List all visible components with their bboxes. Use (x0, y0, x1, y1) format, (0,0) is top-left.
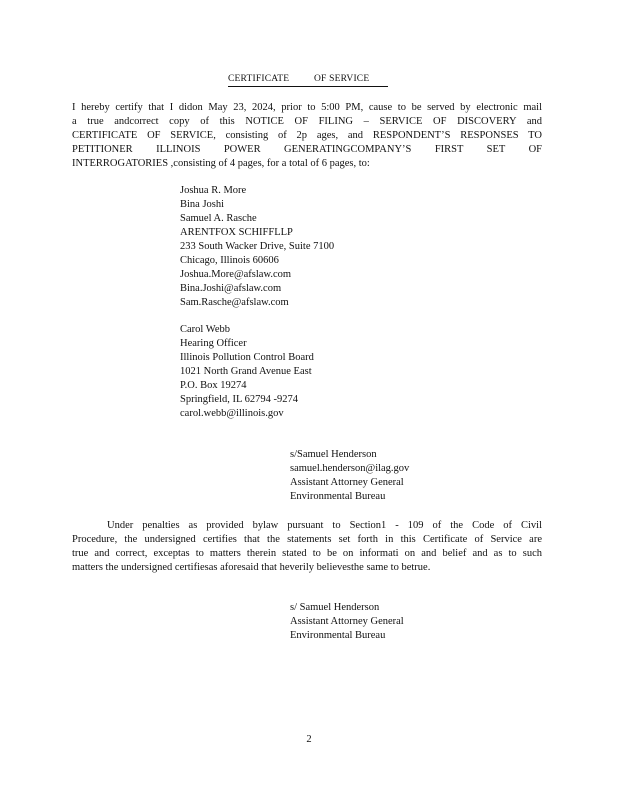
verification-paragraph (72, 519, 542, 575)
paragraph-line: INTERROGATORIES ,consisting of 4 pages, for a total of 6 pages, to: (72, 158, 370, 169)
recipient-line: Illinois Pollution Control Board (180, 352, 314, 363)
recipient-line: P.O. Box 19274 (180, 380, 247, 391)
document-title (228, 74, 388, 87)
title-word-certificate: CERTIFICATE (228, 74, 290, 84)
signature-title: Assistant Attorney General (290, 477, 404, 488)
recipient-email: Joshua.More@afslaw.com (180, 269, 292, 280)
signature-block-1 (290, 448, 409, 504)
paragraph-line: Under penalties as provided bylaw pursuant to Section1 - 109 of the Code of Civil (107, 520, 542, 531)
title-word-of-service: OF SERVICE (314, 74, 370, 84)
recipient-line: 1021 North Grand Avenue East (180, 366, 312, 377)
paragraph-line: I hereby certify that I didon May 23, 2024, prior to 5:00 PM, cause to be served by electronic mail (72, 102, 542, 113)
paragraph-line: CERTIFICATE OF SERVICE, consisting of 2p ages, and RESPONDENT’S RESPONSES TO (72, 130, 542, 141)
page-number: 2 (306, 734, 312, 745)
recipient-line: Springfield, IL 62794 -9274 (180, 394, 299, 405)
recipient-line: Hearing Officer (180, 338, 247, 349)
signature-name: s/Samuel Henderson (290, 449, 377, 460)
certification-paragraph (72, 101, 542, 171)
recipient-line: Carol Webb (180, 324, 230, 335)
paragraph-line: true and correct, exceptas to matters therein stated to be on informati on and belief and as to such (72, 548, 542, 559)
signature-email: samuel.henderson@ilag.gov (290, 463, 410, 474)
recipient-line: Bina Joshi (180, 199, 225, 210)
recipient-block-arentfox (180, 184, 334, 310)
recipient-line: ARENTFOX SCHIFFLLP (180, 227, 293, 238)
signature-bureau: Environmental Bureau (290, 630, 386, 641)
signature-title: Assistant Attorney General (290, 616, 404, 627)
recipient-line: Chicago, Illinois 60606 (180, 255, 279, 266)
signature-bureau: Environmental Bureau (290, 491, 386, 502)
signature-name: s/ Samuel Henderson (290, 602, 380, 613)
recipient-line: Samuel A. Rasche (180, 213, 257, 224)
paragraph-line: PETITIONER ILLINOIS POWER GENERATINGCOMPANY’S FIRST SET OF (72, 144, 542, 155)
recipient-email: Bina.Joshi@afslaw.com (180, 283, 282, 294)
recipient-email: carol.webb@illinois.gov (180, 408, 284, 419)
paragraph-line: Procedure, the undersigned certifies that the statements set forth in this Certificate of Service are (72, 534, 542, 545)
recipient-line: Joshua R. More (180, 185, 247, 196)
paragraph-line: a true andcorrect copy of this NOTICE OF FILING – SERVICE OF DISCOVERY and (72, 116, 542, 127)
signature-block-2 (290, 601, 404, 643)
paragraph-line: matters the undersigned certifiesas aforesaid that heverily believesthe same to betrue. (72, 562, 431, 573)
recipient-line: 233 South Wacker Drive, Suite 7100 (180, 241, 335, 252)
recipient-block-pcb (180, 323, 314, 421)
recipient-email: Sam.Rasche@afslaw.com (180, 297, 289, 308)
